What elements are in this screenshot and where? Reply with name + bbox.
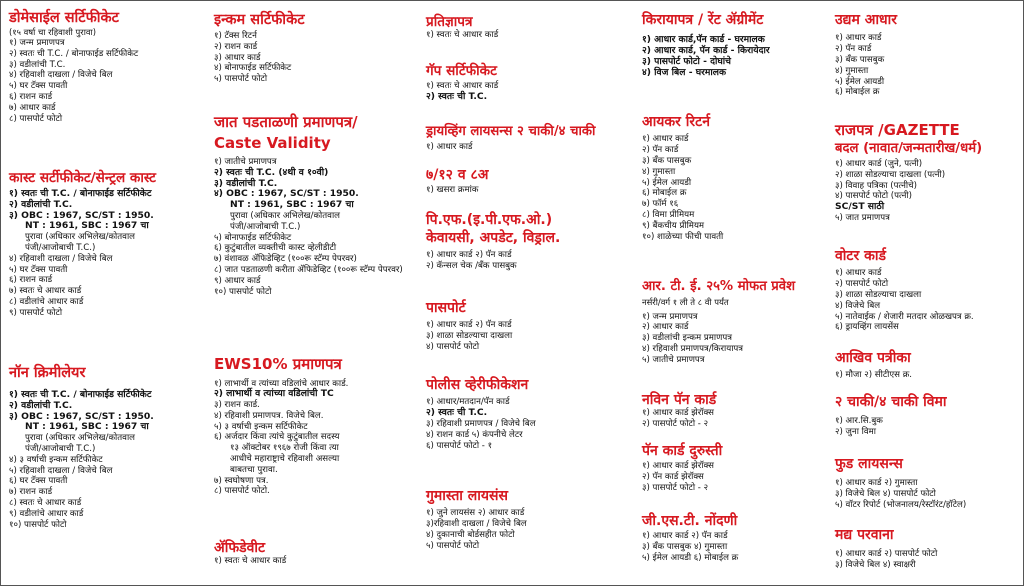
list-item: २) कॅन्सल चेक /बँक पासबुक	[426, 260, 517, 271]
list-item: २) जुना विमा	[835, 427, 877, 438]
list-item: २) आधार कार्ड	[642, 322, 689, 333]
section-udyam	[835, 13, 897, 98]
item-list	[214, 556, 286, 567]
list-item: ५) ईमेल आयडी	[835, 76, 885, 87]
section-title-line-2: Caste Validity	[214, 133, 331, 152]
list-item: ४) गुमास्ता	[835, 65, 869, 76]
list-item: ८) स्वतः चे आधार कार्ड	[9, 497, 82, 508]
item-list	[642, 461, 722, 493]
list-item: ५) रहिवाशी दाखला / विजेचे बिल	[9, 465, 113, 476]
section-title: फुड लायसन्स	[835, 456, 903, 472]
item-list	[642, 35, 770, 78]
list-item: ७) स्वघोषणा पत्र.	[214, 475, 269, 486]
list-item: ४) बोनाफाईड सर्टिफीकेट	[214, 63, 292, 74]
section-food	[835, 457, 966, 511]
section-title: जी.एस.टी. नोंदणी	[642, 513, 738, 529]
list-item: पंजी/आजोबाची T.C.)	[25, 443, 96, 454]
list-item: ३) पासपोर्ट फोटो - दोघांचे	[642, 55, 731, 67]
section-title-line-2: केवायसी, अपडेट, विड्राल.	[426, 230, 561, 247]
list-item: पुरावा (अधिकार अभिलेख/कोतवाल	[230, 210, 340, 221]
list-item: ५) ईमेल आयडी ६) मोबाईल क्र	[642, 552, 739, 563]
list-item: २) पॅन कार्ड	[642, 145, 679, 156]
list-item: ४) पासपोर्ट फोटो	[426, 341, 480, 352]
section-title: गॅप सर्टिफीकेट	[426, 63, 497, 79]
section-pf	[426, 213, 560, 271]
list-item: १) आर.सि.बुक	[835, 416, 883, 427]
item-list	[426, 508, 527, 551]
list-item: २) स्वतः ची T.C. / बोनाफाईड सर्टिफीकेट	[9, 48, 139, 59]
list-item: ५) वॉटर रिपोर्ट (भोजनालय/रेस्टॉरंट/हॉटेल)	[835, 499, 967, 510]
list-item: ३) बँक पासबुक	[835, 54, 885, 65]
section-title: आयकर रिटर्न	[642, 114, 710, 130]
list-item: ३) OBC : 1967, SC/ST : 1950.	[9, 209, 154, 221]
item-list	[426, 142, 595, 153]
list-item: ४) विजेचे बिल	[835, 300, 881, 311]
item-list	[426, 320, 512, 352]
list-item: १३ ऑक्टोबर १९६७ रोजी किंवा त्या	[230, 443, 339, 454]
list-item: ४) ३ वर्षाची इन्कम सर्टिफीकेट	[9, 454, 103, 465]
list-item: ४) OBC : 1967, SC/ST : 1950.	[214, 188, 359, 200]
section-rent	[642, 13, 770, 79]
list-item: १) जातीचे प्रमाणपत्र	[214, 157, 277, 167]
item-list	[426, 185, 488, 196]
section-gumasta	[426, 489, 527, 552]
list-item: ३) पासपोर्ट फोटो - २	[642, 482, 709, 493]
list-item: १) आधार कार्ड	[835, 33, 882, 44]
section-noncreamy	[9, 366, 154, 530]
item-list	[214, 31, 305, 85]
section-title: नविन पॅन कार्ड	[642, 392, 717, 408]
section-liquor	[835, 528, 937, 571]
section-itr	[642, 115, 723, 242]
section-title: इन्कम सर्टिफीकेट	[214, 12, 305, 28]
list-item: १) लाभार्थी व त्यांच्या वडिलांचे आधार कार्ड.	[214, 378, 349, 389]
section-pratidnyapatra	[426, 15, 498, 41]
list-item: ५) ३ वर्षाची इन्कम सर्टिफीकेट	[214, 421, 308, 432]
list-item: ३) रहिवाशी प्रमाणपत्र / विजेचे बिल	[426, 418, 536, 429]
list-item: ३) बँक पासबुक	[642, 155, 692, 166]
section-title: EWS10% प्रमाणपत्र	[214, 355, 342, 373]
section-title-line-1: पि.एफ.(इ.पी.एफ.ओ.)	[426, 212, 553, 228]
section-gap	[426, 64, 498, 103]
item-list	[214, 379, 348, 498]
section-police	[426, 378, 536, 451]
list-item: ५) घर टॅक्स पावती	[9, 81, 68, 92]
list-item: १०) पासपोर्ट फोटो	[9, 519, 67, 530]
item-list	[642, 312, 795, 366]
item-list	[835, 416, 947, 438]
list-item: १) आधार कार्ड २) पॅन कार्ड	[642, 531, 728, 542]
section-title: गुमास्ता लायसंस	[426, 488, 508, 504]
section-title: मद्य परवाना	[835, 527, 894, 543]
list-item: ५) नातेवाईक / शेजारी मतदार ओळखपत्र क्र.	[835, 311, 974, 322]
list-item: ३) शाळा सोडल्याचा दाखला	[426, 331, 513, 342]
list-item: १) स्वतः चे आधार कार्ड	[426, 80, 499, 91]
list-item: ३) राशन कार्ड.	[214, 400, 260, 411]
list-item: १) आधार कार्ड (जुने, पत्नी)	[835, 159, 923, 170]
list-item: ५) पासपोर्ट फोटो	[214, 74, 268, 85]
list-item: १) जन्म प्रमाणपत्र	[642, 311, 698, 322]
section-gazette	[835, 122, 982, 224]
list-item: ७) राशन कार्ड	[9, 487, 53, 498]
list-item: पंजी/आजोबाची T.C.)	[25, 242, 96, 253]
list-item: आधीचे महाराष्ट्राचे रहिवाशी असल्या	[230, 454, 340, 465]
section-ews	[214, 356, 348, 497]
list-item: ४) पासपोर्ट फोटो (पत्नी)	[835, 191, 913, 202]
section-title: पोलीस व्हेरीफीकेशन	[426, 377, 529, 393]
section-title-line-2: बदल (नावात/जन्मतारीख/धर्म)	[835, 140, 983, 156]
list-item: २) वडीलांची T.C.	[9, 198, 73, 210]
list-item: ६) घर टॅक्स पावती	[9, 476, 68, 487]
list-item: ६) मोबाईल क्र	[642, 188, 687, 199]
section-validity	[214, 114, 403, 297]
list-item: पुरावा (अधिकार अभिलेख/कोतवाल	[25, 232, 135, 243]
item-list	[835, 478, 966, 510]
item-list	[835, 33, 897, 98]
list-item: SC/ST साठी	[835, 201, 885, 213]
item-list	[426, 397, 536, 451]
list-item: ८) वडीलांचे आधार कार्ड	[9, 296, 84, 307]
list-item: २) शाळा सोडल्याचा दाखला (पत्नी)	[835, 169, 946, 180]
list-item: २) स्वतः ची T.C.	[426, 90, 488, 102]
item-list	[9, 189, 156, 319]
list-item: ३) विजेचे बिल ४) स्वाक्षरी	[835, 560, 916, 571]
list-item: ७) वंशावळ ॲफिडेव्हिट (१००रू स्टॅम्प पेपरवर)	[214, 254, 357, 265]
list-item: २) लाभार्थी व त्यांच्या वडिलांची TC	[214, 388, 334, 400]
section-gst	[642, 514, 738, 564]
item-list	[835, 549, 937, 571]
list-item: ८) पासपोर्ट फोटो.	[214, 486, 270, 497]
list-item: १) स्वतः चे आधार कार्ड	[426, 29, 499, 40]
list-item: ६) राशन कार्ड	[9, 91, 53, 102]
list-item: ९) बैंकचीय प्रीमियम	[642, 220, 705, 231]
section-pancorr	[642, 444, 722, 494]
item-list	[642, 408, 716, 430]
section-title: ड्रायव्हिंग लायसन्स २ चाकी/४ चाकी	[426, 124, 596, 139]
list-item: ३) वडीलांची T.C.	[214, 177, 278, 189]
list-item: ३) विवाह पत्रिका (पत्नीचे)	[835, 180, 917, 191]
list-item: ५) जातीचे प्रमाणपत्र	[642, 354, 705, 365]
item-list	[9, 38, 138, 124]
section-title: नॉन क्रिमीलेयर	[9, 365, 86, 381]
list-item: १) आधार कार्ड २) पॅन कार्ड	[426, 249, 512, 260]
list-item: १) स्वतः ची T.C. / बोनाफाईड सर्टिफीकेट	[9, 187, 152, 199]
list-item: ३) वडीलांची T.C.	[9, 59, 66, 70]
list-item: ९) पासपोर्ट फोटो	[9, 307, 63, 318]
list-item: ६) मोबाईल क्र	[835, 87, 880, 98]
list-item: २) पॅन कार्ड	[835, 44, 872, 55]
section-title-line-1: जात पडताळणी प्रमाणपत्र/	[214, 113, 358, 131]
list-item: १) आधार कार्ड २) पासपोर्ट फोटो	[835, 549, 938, 560]
list-item: ८) विमा प्रीमियम	[642, 209, 695, 220]
list-item: ६) कुटुंबातील व्यक्तीची कास्ट व्हेलीडीटी	[214, 243, 337, 254]
section-title: पॅन कार्ड दुरुस्ती	[642, 443, 723, 459]
list-item: पुरावा (अधिकार अभिलेख/कोतवाल	[25, 433, 135, 444]
item-list	[426, 250, 560, 272]
list-item: ७) स्वतः चे आधार कार्ड	[9, 286, 82, 297]
list-item: १) जुने लायसंस २) आधार कार्ड	[426, 508, 525, 519]
item-list	[426, 30, 498, 41]
list-item: २) पॅन कार्ड झेरॉक्स	[642, 472, 704, 483]
list-item: ५) बोनाफाईड सर्टिफीकेट	[214, 232, 292, 243]
list-item: ८) पासपोर्ट फोटो	[9, 113, 63, 124]
list-item: १) जन्म प्रमाणपत्र	[9, 37, 65, 48]
list-item: ६) अर्जदार किंवा त्यांचे कुटुंबातील सदस्य	[214, 432, 340, 443]
list-item: २) स्वतः ची T.C. (४थी व १०वी)	[214, 166, 329, 178]
list-item: ५) पासपोर्ट फोटो	[426, 540, 480, 551]
list-item: NT : 1961, SBC : 1967 चा	[25, 220, 149, 232]
list-item: ५) ईमेल आयडी	[642, 177, 692, 188]
list-item: ४) रहिवाशी दाखला / विजेचे बिल	[9, 70, 113, 81]
list-item: ८) जात पडताळणी करीता ॲफिडेव्हिट (१००रू स्टॅम्प पेपरवर)	[214, 264, 403, 275]
section-note: (१५ वर्षा चा रहिवाशी पुरावा)	[9, 26, 96, 37]
item-list	[9, 390, 154, 530]
section-title: वोटर कार्ड	[835, 248, 886, 264]
list-item: ५) घर टॅक्स पावती	[9, 264, 68, 275]
section-domicile	[9, 11, 138, 124]
list-item: २) स्वतः ची T.C.	[426, 407, 488, 419]
list-item: ४) रहिवाशी प्रमाणपत्र/किरायापत्र	[642, 343, 744, 354]
section-note: नर्सरी/वर्ग १ ली ते ८ वी पर्यंत	[642, 296, 729, 307]
section-caste	[9, 171, 156, 319]
list-item: ७) फॉर्म १६	[642, 199, 679, 210]
list-item: १) टॅक्स रिटर्न	[214, 30, 257, 41]
list-item: १) आधार कार्ड झेरॉक्स	[642, 408, 714, 419]
item-list	[426, 81, 498, 103]
section-income	[214, 13, 305, 85]
list-item: ३) बँक पासबुक ४) गुमास्ता	[642, 542, 728, 553]
item-list	[642, 134, 723, 242]
list-item: ३) आधार कार्ड	[214, 52, 261, 63]
section-title: किरायापत्र / रेंट ॲग्रीमेंट	[642, 12, 764, 28]
section-driving	[426, 125, 595, 152]
item-list	[835, 268, 974, 333]
list-item: २) वडीलांची T.C.	[9, 399, 73, 411]
list-item: १) आधार कार्ड,पॅन कार्ड - घरमालक	[642, 34, 765, 46]
section-title: पासपोर्ट	[426, 300, 466, 316]
section-title: डोमेसाईल सर्टिफीकेट	[9, 10, 119, 26]
list-item: ४) गुमास्ता	[642, 166, 676, 177]
section-title: कास्ट सर्टीफीकेट/सेन्ट्रल कास्ट	[9, 170, 157, 186]
list-item: २) पासपोर्ट फोटो - २	[642, 419, 709, 430]
list-item: ४) विज बिल - घरमालक	[642, 66, 727, 78]
list-item: ६) राशन कार्ड	[9, 275, 53, 286]
item-list	[835, 370, 912, 381]
section-title-line-1: राजपत्र /GAZETTE	[835, 121, 960, 139]
list-item: बाबतचा पुरावा.	[230, 464, 278, 475]
section-voter	[835, 249, 974, 333]
section-title: ॲफिडेवीट	[214, 540, 266, 556]
list-item: ९) आधार कार्ड	[214, 275, 261, 286]
section-title: आर. टी. ई. २५% मोफत प्रवेश	[642, 279, 796, 294]
list-item: ३) OBC : 1967, SC/ST : 1950.	[9, 410, 154, 422]
list-item: २) पासपोर्ट फोटो	[835, 279, 889, 290]
section-title: ७/१२ व ८अ	[426, 167, 489, 183]
list-item: ३)रहिवाशी दाखला / विजेचे बिल	[426, 519, 527, 530]
list-item: १) आधार/मतदान/पॅन कार्ड	[426, 397, 510, 408]
list-item: ३) वडीलांची इन्कम प्रमाणपत्र	[642, 333, 732, 344]
item-list	[835, 159, 982, 224]
list-item: ६) पासपोर्ट फोटो - १	[426, 440, 493, 451]
list-item: २) राशन कार्ड	[214, 41, 258, 52]
section-satbara	[426, 168, 488, 196]
section-rte	[642, 280, 795, 366]
list-item: १) स्वतः ची T.C. / बोनाफाईड सर्टिफीकेट	[9, 388, 152, 400]
list-item: ४) रहिवाशी प्रमाणपत्र. विजेचे बिल.	[214, 410, 324, 421]
list-item: ४) दुकानाची बोर्डसहीत फोटो	[426, 529, 515, 540]
list-item: ४) रहिवाशी दाखला / विजेचे बिल	[9, 253, 113, 264]
section-affidavit	[214, 541, 286, 567]
section-title: प्रतिज्ञापत्र	[426, 14, 473, 30]
list-item: NT : 1961, SBC : 1967 चा	[230, 199, 354, 211]
list-item: ३) शाळा सोडल्याचा दाखला	[835, 289, 922, 300]
list-item: पंजी/आजोबाची T.C.)	[230, 221, 301, 232]
list-item: १) मौजा २) सीटीएस क्र.	[835, 370, 913, 381]
list-item: १०) शाळेच्या फीची पावती	[642, 231, 724, 242]
section-newpan	[642, 393, 716, 430]
list-item: १) खसरा क्रमांक	[426, 185, 479, 196]
list-item: NT : 1961, SBC : 1967 चा	[25, 421, 149, 433]
list-item: १) आधार कार्ड २) पॅन कार्ड	[426, 320, 512, 331]
list-item: १) आधार कार्ड	[835, 268, 882, 279]
section-title: उद्यम आधार	[835, 12, 898, 28]
list-item: ६) ड्रायव्हिंग लायसेंस	[835, 322, 899, 333]
list-item: १) स्वतः चे आधार कार्ड	[214, 556, 287, 567]
section-vehicle	[835, 395, 947, 438]
section-akhiv	[835, 351, 912, 381]
section-title: आखिव पत्रीका	[835, 350, 911, 366]
item-list	[642, 531, 738, 563]
list-item: ३) विजेचे बिल ४) पासपोर्ट फोटो	[835, 489, 936, 500]
item-list	[214, 157, 403, 297]
list-item: ९) वडीलांचे आधार कार्ड	[9, 508, 84, 519]
section-passport	[426, 301, 512, 353]
list-item: ५) जात प्रमाणपत्र	[835, 213, 890, 223]
list-item: २) आधार कार्ड, पॅन कार्ड - किरायेदार	[642, 45, 770, 57]
list-item: ७) आधार कार्ड	[9, 102, 56, 113]
list-item: १) आधार कार्ड	[642, 134, 689, 145]
list-item: १) आधार कार्ड	[426, 141, 473, 152]
list-item: १) आधार कार्ड झेरॉक्स	[642, 461, 714, 472]
list-item: १) आधार कार्ड २) गुमास्ता	[835, 478, 918, 489]
list-item: १०) पासपोर्ट फोटो	[214, 286, 272, 297]
list-item: ४) राशन कार्ड ५) कंपनीचे लेटर	[426, 429, 523, 440]
section-title: २ चाकी/४ चाकी विमा	[835, 394, 947, 410]
